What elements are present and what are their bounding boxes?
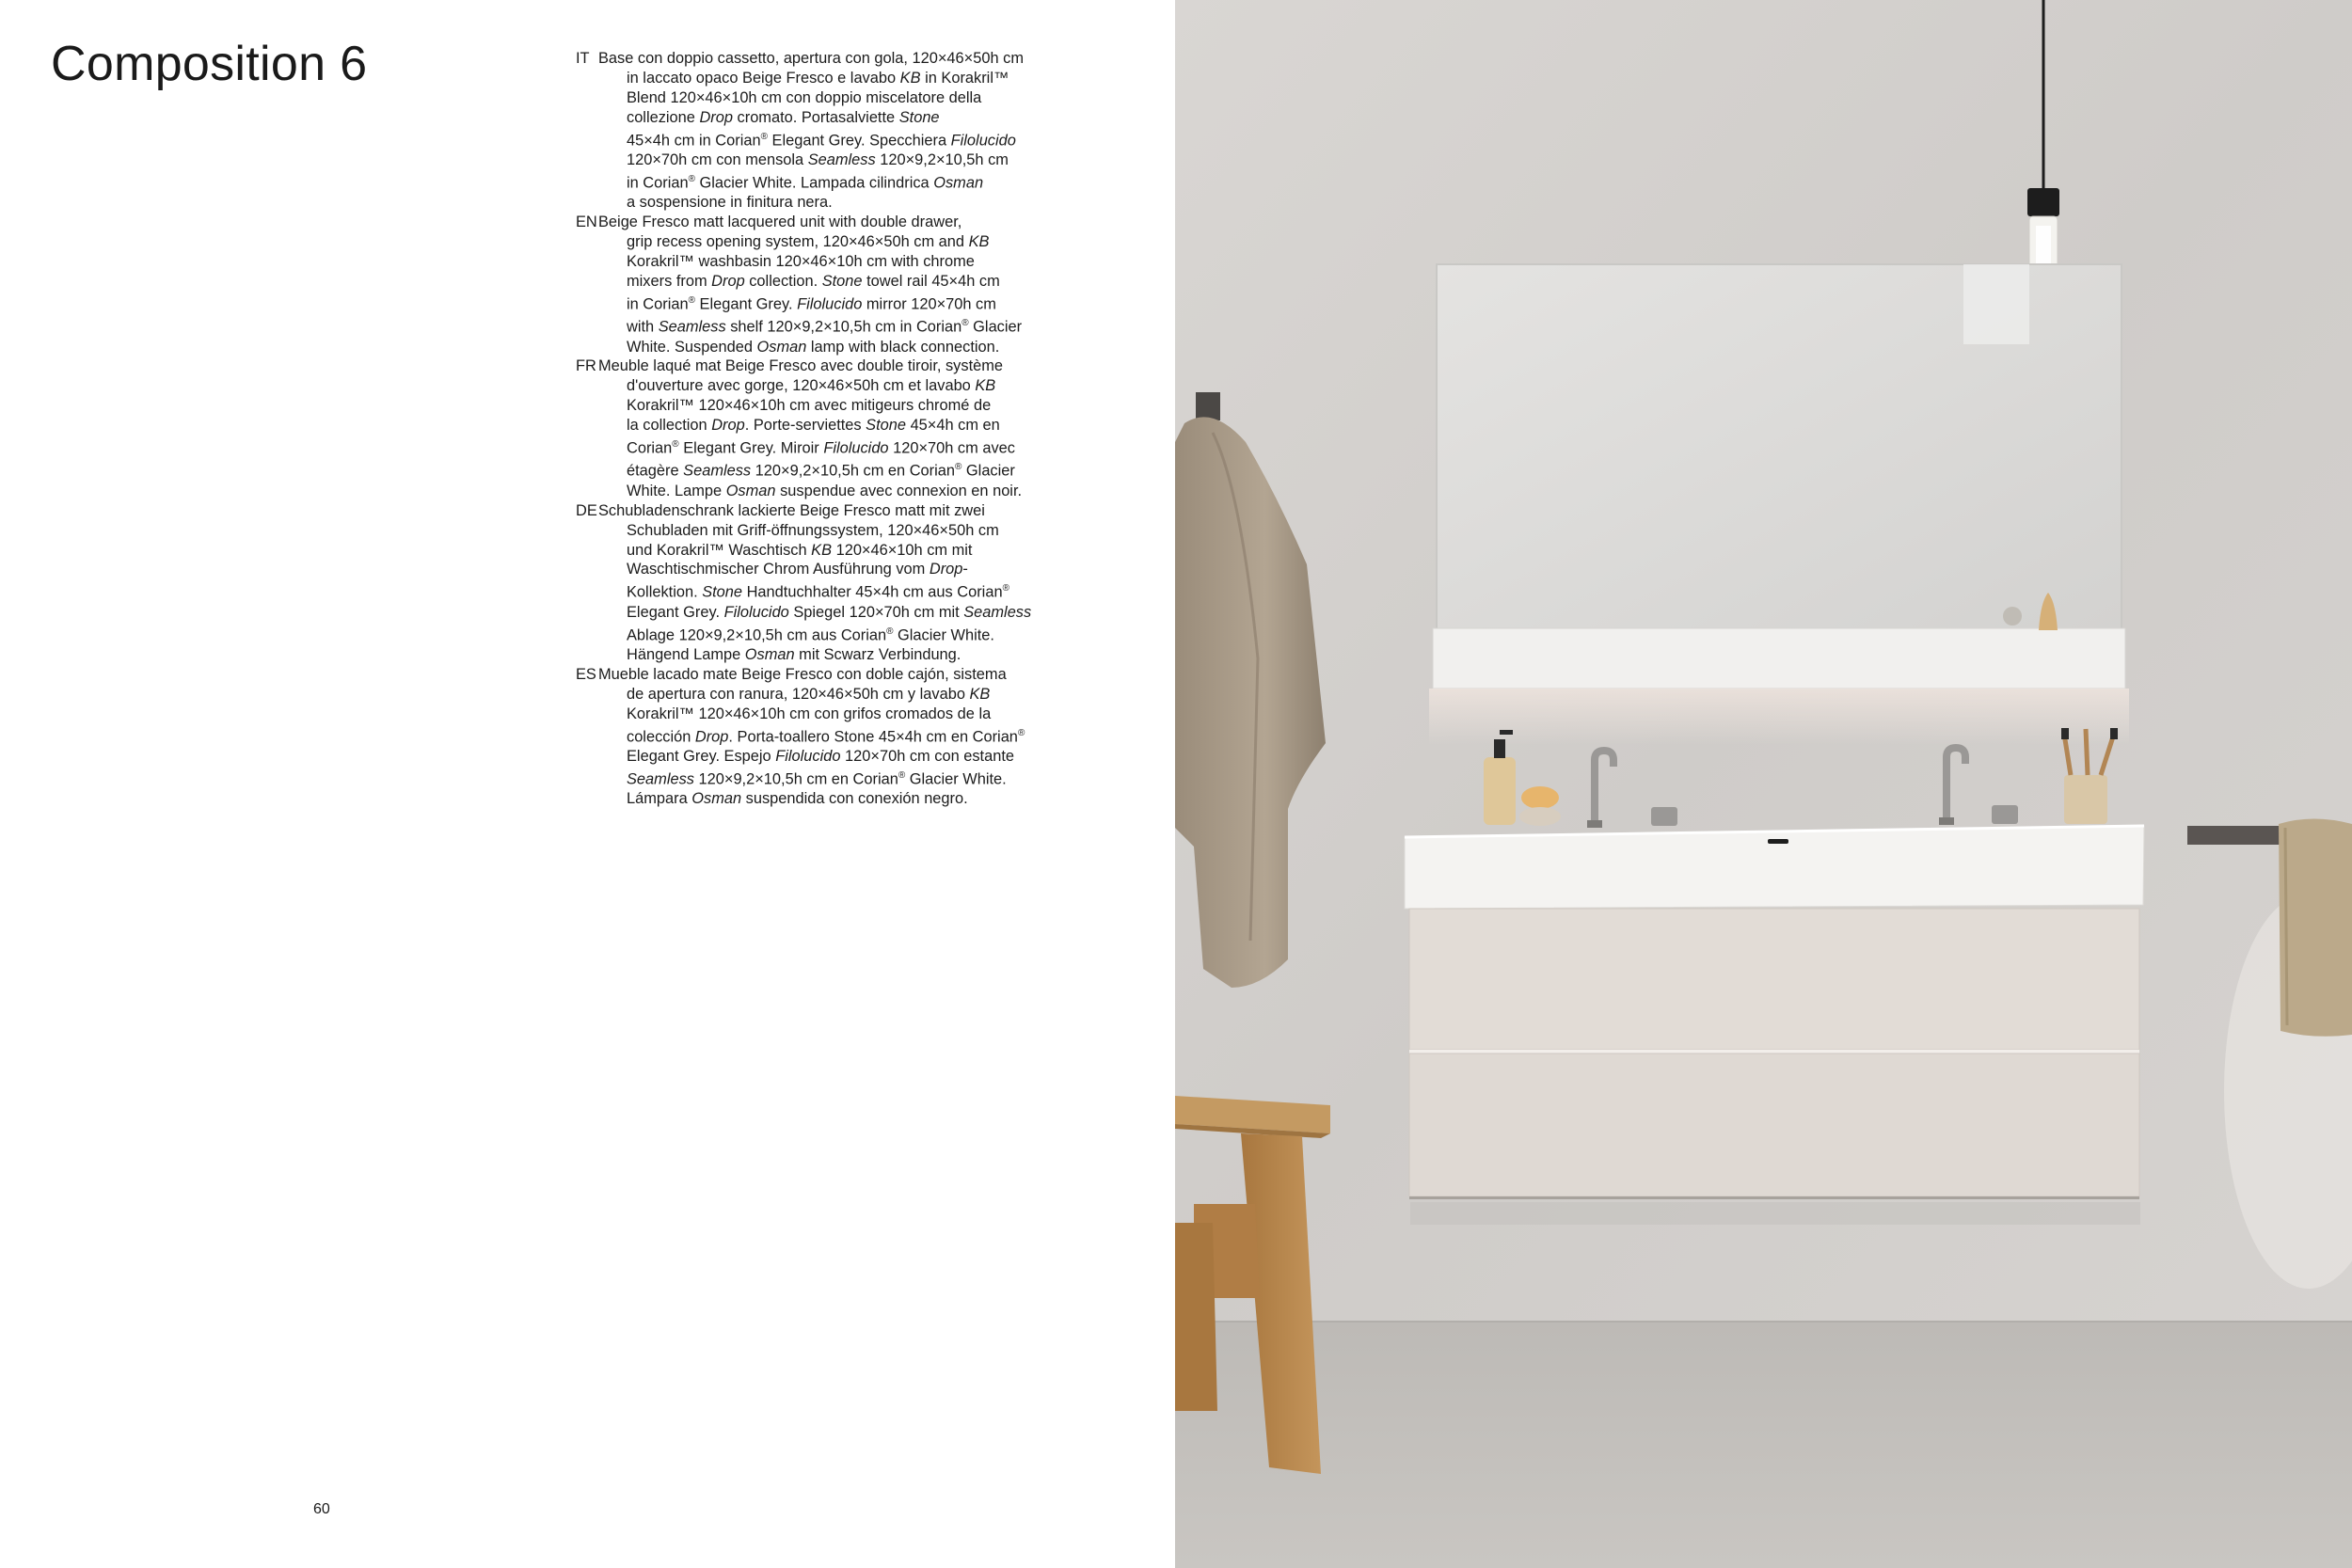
registered-mark: ® [672,439,679,451]
text-segment: Blend 120×46×10h cm con doppio miscelatore della [627,88,982,106]
description-line [576,685,1103,705]
text-segment: colección [627,728,695,746]
text-segment: Elegant Grey. Specchiera [767,132,951,150]
product-name: Osman [744,646,795,664]
registered-mark: ® [955,462,962,473]
description-line [576,338,1103,357]
product-name: Stone [821,272,863,290]
product-name: Osman [691,790,742,808]
description-line [576,356,1103,376]
product-name: Filolucido [797,295,863,313]
description-line [576,501,1103,521]
description-line [576,436,1103,458]
text-segment: 120×9,2×10,5h cm en Corian [693,770,898,788]
product-name: Drop [711,272,745,290]
text-segment: in Korakril™ [920,69,1009,87]
registered-mark: ® [1002,583,1009,594]
description-line [576,416,1103,436]
product-name: Filolucido [950,132,1016,150]
description-en [576,213,1103,356]
text-segment: collezione [627,108,700,126]
text-segment: lamp with black connection. [806,338,1000,356]
text-segment: Korakril™ 120×46×10h cm avec mitigeurs chromé de [627,397,992,415]
text-segment: 45×4h cm in Corian [627,132,761,150]
text-segment: grip recess opening system, 120×46×50h cm and [627,233,969,251]
text-segment: White. Suspended [627,338,757,356]
product-name: Stone [702,583,743,601]
description-line [576,789,1103,809]
text-segment: 120×46×10h cm mit [832,541,973,559]
description-line [576,128,1103,150]
text-segment: Glacier White. [893,626,994,644]
product-descriptions [576,49,1103,809]
text-segment: Base con doppio cassetto, apertura con gola, 120×46×50h cm [598,50,1024,67]
text-segment: in laccato opaco Beige Fresco e lavabo [627,69,900,87]
text-segment: Schubladen mit Griff-öffnungssystem, 120×46×50h cm [627,521,999,539]
description-line [576,49,1103,69]
page-number: 60 [313,1501,330,1517]
description-line [576,108,1103,128]
text-segment: Schubladenschrank lackierte Beige Fresco matt mit zwei [598,501,985,519]
description-line [576,69,1103,88]
text-segment: Handtuchhalter 45×4h cm aus Corian [742,583,1003,601]
text-segment: Glacier [968,318,1023,336]
text-segment: Elegant Grey. Miroir [678,439,824,457]
product-name: KB [811,541,833,559]
text-segment: Ablage 120×9,2×10,5h cm aus Corian [627,626,887,644]
product-name: Osman [756,338,807,356]
product-name: Osman [725,482,776,499]
description-line [576,150,1103,170]
description-line [576,170,1103,193]
language-code: IT [576,50,590,67]
text-segment: Meuble laqué mat Beige Fresco avec double tiroir, système [598,357,1004,375]
product-name: Seamless [627,770,694,788]
description-line [576,314,1103,337]
text-segment: 120×70h cm con mensola [627,151,808,168]
text-segment: étagère [627,462,684,480]
bathroom-photo [1175,0,2352,1568]
text-segment: und Korakril™ Waschtisch [627,541,812,559]
text-segment: Elegant Grey. [694,295,798,313]
text-segment: with [627,318,659,336]
language-code: DE [576,501,597,519]
text-segment: shelf 120×9,2×10,5h cm in Corian [725,318,962,336]
description-line [576,579,1103,602]
description-line [576,88,1103,108]
registered-mark: ® [688,294,695,306]
registered-mark: ® [1017,727,1025,738]
text-segment: . Porta-toallero Stone 45×4h cm en Corian [728,728,1018,746]
text-segment: collection. [744,272,822,290]
description-de [576,501,1103,665]
description-line [576,272,1103,292]
product-name: KB [969,685,991,703]
description-line [576,376,1103,396]
vanity-unit [1405,826,2144,1225]
text-segment: mit Scwarz Verbindung. [794,646,961,664]
description-line [576,623,1103,645]
language-code: ES [576,665,596,683]
description-line [576,292,1103,314]
text-segment: Kollektion. [627,583,703,601]
text-segment: la collection [627,417,712,435]
text-segment: Waschtischmischer Chrom Ausführung vom [627,561,930,578]
product-name: KB [899,69,921,87]
registered-mark: ® [688,173,695,184]
product-name: KB [975,377,996,395]
text-segment: 120×9,2×10,5h cm en Corian [751,462,955,480]
registered-mark: ® [760,131,768,142]
text-segment: suspendida con conexión negro. [741,790,968,808]
product-name: Stone [866,417,907,435]
description-line [576,747,1103,767]
description-line [576,213,1103,232]
description-it [576,49,1103,213]
text-segment: Glacier White. [905,770,1007,788]
text-segment: 45×4h cm en [906,417,1000,435]
text-segment: mirror 120×70h cm [862,295,996,313]
product-name: Seamless [807,151,876,168]
text-segment: Lámpara [627,790,692,808]
product-name: Seamless [963,603,1032,621]
text-segment: de apertura con ranura, 120×46×50h cm y lavabo [627,685,970,703]
text-segment: a sospensione in finitura nera. [627,194,833,212]
product-name: Osman [933,174,984,192]
registered-mark: ® [886,626,894,637]
text-segment: Elegant Grey. [627,603,724,621]
text-segment: . Porte-serviettes [744,417,866,435]
description-line [576,252,1103,272]
text-segment: cromato. Portasalviette [732,108,899,126]
registered-mark: ® [898,769,906,781]
product-name: Filolucido [775,748,841,766]
description-line [576,482,1103,501]
product-name: Seamless [683,462,752,480]
product-name: KB [968,233,990,251]
description-line [576,645,1103,665]
text-segment: White. Lampe [627,482,726,499]
left-page [0,0,1175,1568]
language-code: EN [576,214,597,231]
text-segment: - [962,561,968,578]
text-segment: 120×70h cm avec [888,439,1015,457]
text-segment: Elegant Grey. Espejo [627,748,776,766]
product-name: Drop [699,108,733,126]
description-fr [576,356,1103,500]
text-segment: suspendue avec connexion en noir. [775,482,1023,499]
text-segment: mixers from [627,272,712,290]
description-line [576,193,1103,213]
description-line [576,232,1103,252]
description-line [576,603,1103,623]
product-name: Drop [711,417,745,435]
text-segment: towel rail 45×4h cm [862,272,1000,290]
text-segment: Korakril™ washbasin 120×46×10h cm with chrome [627,253,975,270]
description-es [576,665,1103,809]
description-line [576,541,1103,561]
product-name: Drop [929,561,963,578]
text-segment: Korakril™ 120×46×10h cm con grifos cromados de la [627,705,992,722]
text-segment: d'ouverture avec gorge, 120×46×50h cm et lavabo [627,377,976,395]
text-segment: Corian [627,439,673,457]
product-name: Filolucido [823,439,889,457]
text-segment: Beige Fresco matt lacquered unit with double drawer, [598,214,962,231]
product-name: Seamless [658,318,726,336]
language-code: FR [576,357,596,375]
page-title: Composition 6 [51,37,368,91]
text-segment: Spiegel 120×70h cm mit [788,603,964,621]
product-name: Drop [694,728,729,746]
product-name: Filolucido [723,603,789,621]
product-name: Stone [898,108,940,126]
description-line [576,724,1103,747]
description-line [576,560,1103,579]
description-line [576,665,1103,685]
text-segment: Mueble lacado mate Beige Fresco con doble cajón, sistema [598,665,1007,683]
description-line [576,767,1103,789]
text-segment: in Corian [627,295,689,313]
floor [1175,1322,2352,1568]
text-segment: 120×9,2×10,5h cm [875,151,1009,168]
description-line [576,458,1103,481]
description-line [576,396,1103,416]
text-segment: Glacier White. Lampada cilindrica [694,174,934,192]
description-line [576,705,1103,724]
registered-mark: ® [961,318,969,329]
text-segment: Hängend Lampe [627,646,745,664]
description-line [576,521,1103,541]
text-segment: 120×70h cm con estante [840,748,1015,766]
text-segment: Glacier [961,462,1015,480]
mirror [1429,264,2129,745]
text-segment: in Corian [627,174,689,192]
